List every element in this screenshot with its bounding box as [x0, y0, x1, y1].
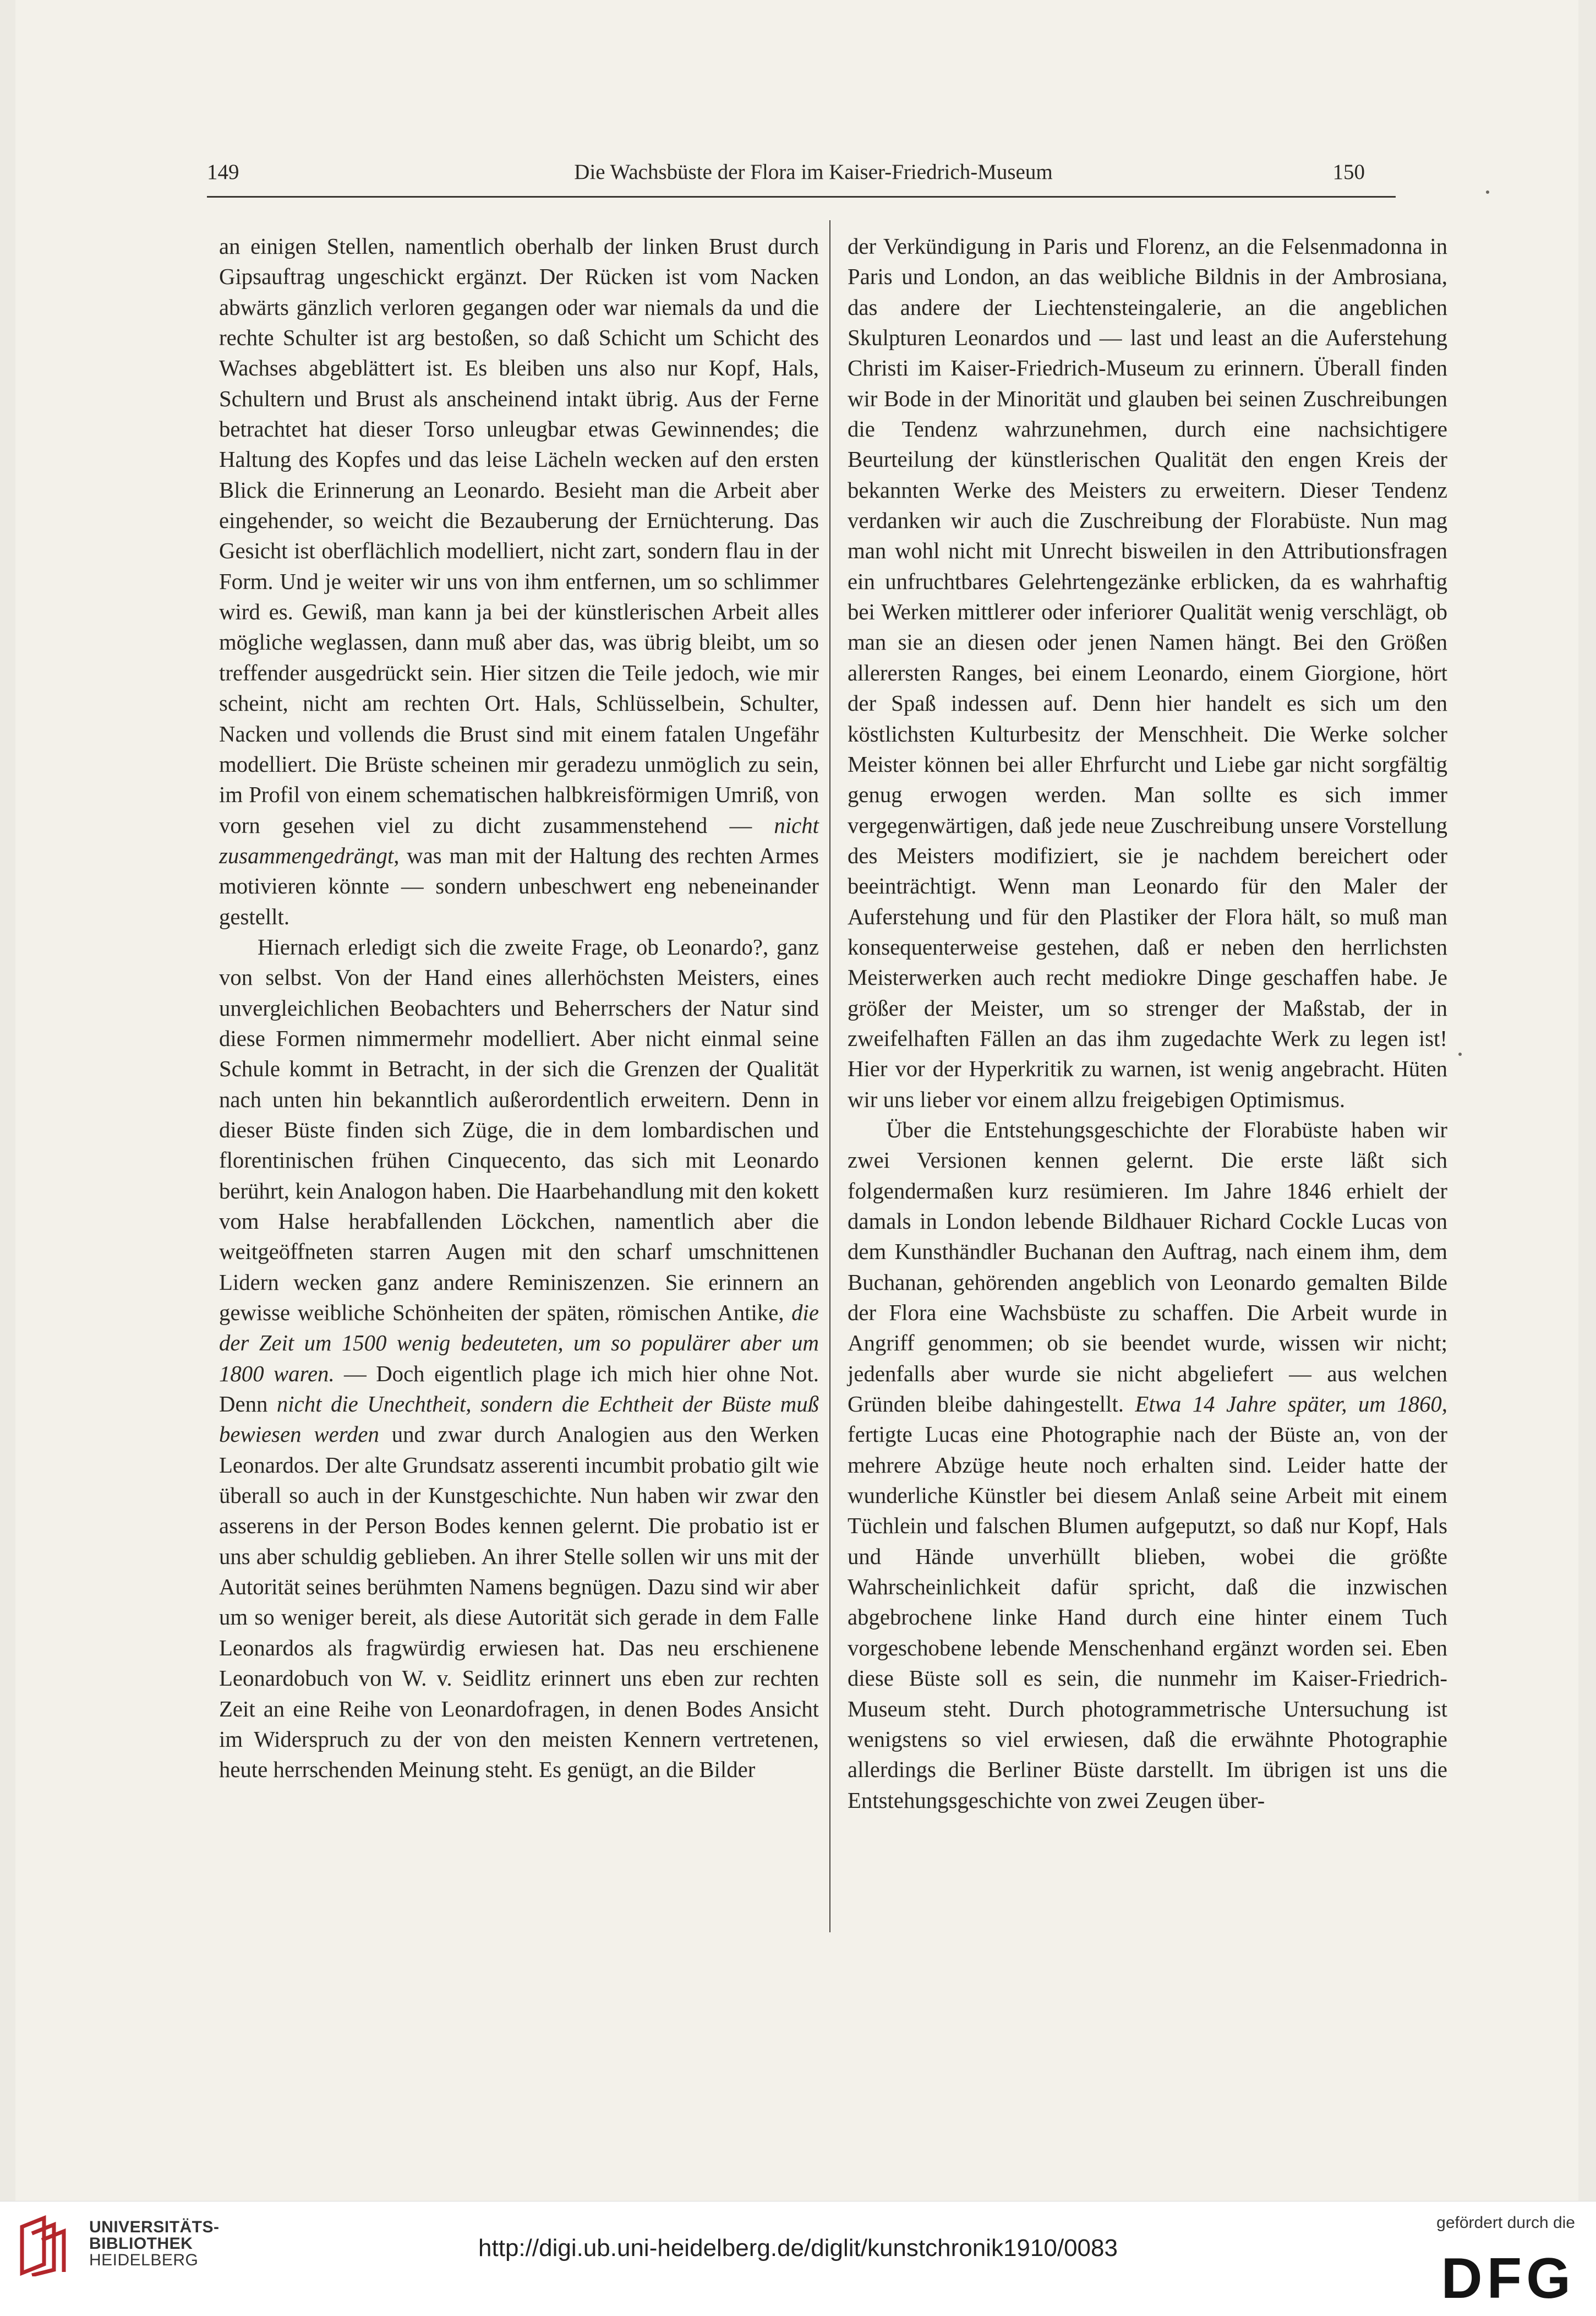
library-name-bold: UNIVERSITÄTS- BIBLIOTHEK: [89, 2218, 220, 2253]
italic-text: die der Zeit um 1500 wenig bedeuteten, um so populärer aber um 1800 waren.: [219, 1300, 819, 1386]
paragraph: [848, 231, 1447, 1115]
text-run: — Doch eigentlich plage ich mich hier ohne Not. Denn: [219, 1361, 819, 1417]
header-rule: [207, 196, 1396, 198]
text-column-left: [219, 231, 819, 1785]
paragraph: [219, 932, 819, 1785]
dfg-logo: DFG: [1441, 2247, 1575, 2310]
running-title: Die Wachsbüste der Flora im Kaiser-Friedrich-Museum: [574, 160, 1053, 184]
text-run: der Verkündigung in Paris und Florenz, an die Felsenmadonna in Paris und London, an das weibliche Bildnis in der Ambrosiana, das andere der Liechtensteingalerie, an die angeblichen Skulpturen Leonardos und — last und least an die Auferstehung Christi im Kaiser-Friedrich-Museum zu erinnern. Überall finden wir Bode in der Minorität und glauben bei seinen Zuschreibungen die Tendenz wahrzunehmen, durch eine nachsichtigere Beurteilung der künstlerischen Qualität den engen Kreis der bekannten Werke des Meisters zu erweitern. Dieser Tendenz verdanken wir auch die Zuschreibung der Florabüste. Nun mag man wohl nicht mit Unrecht bisweilen in den Attributionsfragen ein unfruchtbares Gelehrtengezänke erblicken, da es wahrhaftig bei Werken mittlerer oder inferiorer Qualität wenig verschlägt, ob man sie an diesen oder jenen Namen hängt. Bei den Größen allerersten Ranges, bei einem Leonardo, einem Giorgione, hört der Spaß indessen auf. Denn hier handelt es sich um den köstlichsten Kulturbesitz der Menschheit. Die Werke solcher Meister können bei aller Ehrfurcht und Liebe gar nicht sorgfältig genug erwogen werden. Man sollte es sich immer vergegenwärtigen, daß jede neue Zuschreibung unsere Vorstellung des Meisters modifiziert, sie je nachdem bereichert oder beeinträchtigt. Wenn man Leonardo für den Maler der Auferstehung und für den Plastiker der Flora hält, so muß man konsequenterweise gestehen, daß er neben den herrlichsten Meisterwerken auch recht mediokre Dinge geschaffen habe. Je größer der Meister, um so strenger der Maßstab, der in zweifelhaften Fällen an das ihm zugedachte Werk zu legen ist! Hier vor der Hyperkritik zu warnen, ist wenig angebracht. Hüten wir uns lieber vor einem allzu freigebigen Optimismus.: [848, 234, 1447, 1112]
permalink-url[interactable]: http://digi.ub.uni-heidelberg.de/diglit/kunstchronik1910/0083: [478, 2235, 1118, 2261]
page-number-left: 149: [207, 160, 239, 184]
italic-text: nicht die Unechtheit, sondern die Echtheit der Büste muß bewiesen werden: [219, 1392, 819, 1447]
italic-text: Etwa 14 Jahre später, um 1860,: [1135, 1392, 1447, 1417]
text-run: fertigte Lucas eine Photographie nach der Büste an, von der mehrere Abzüge heute noch erhalten sind. Leider hatte der wunderliche Künstler bei diesem Anlaß seine Arbeit mit einem Tüchlein und falschen Blumen aufgeputzt, so daß nur Kopf, Hals und Hände unverhüllt blieben, wobei die größte Wahrscheinlichkeit dafür spricht, daß die inzwischen abgebrochene linke Hand durch eine hinter einem Tuch vorgeschobene lebende Menschenhand ergänzt worden sei. Eben diese Büste soll es sein, die nunmehr im Kaiser-Friedrich-Museum steht. Durch photogrammetrische Untersuchung ist wenigstens so viel erwiesen, daß die erwähnte Photographie allerdings die Berliner Büste darstellt. Im übrigen ist uns die Entstehungsgeschichte von zwei Zeugen über-: [848, 1422, 1447, 1813]
scanned-page: [15, 0, 1578, 2201]
text-run: Über die Entstehungsgeschichte der Florabüste haben wir zwei Versionen kennen gelernt. Die erste läßt sich folgendermaßen kurz resümieren. Im Jahre 1846 erhielt der damals in London lebende Bildhauer Richard Cockle Lucas von dem Kunsthändler Buchanan den Auftrag, nach einem ihm, dem Buchanan, gehörenden angeblich von Leonardo gemalten Bilde der Flora eine Wachsbüste zu schaffen. Die Arbeit wurde in Angriff genommen; ob sie beendet wurde, wissen wir nicht; jedenfalls aber wurde sie nicht abgeliefert — aus welchen Gründen bleibe dahingestellt.: [848, 1117, 1447, 1417]
italic-text: nicht zusammengedrängt: [219, 813, 819, 868]
text-run: Hiernach erledigt sich die zweite Frage, ob Leonardo?, ganz von selbst. Von der Hand eines allerhöchsten Meisters, eines unvergleichlichen Beobachters und Beherrschers der Natur sind diese Formen nimmermehr modelliert. Aber nicht einmal seine Schule kommt in Betracht, in der sich die Grenzen der Qualität nach unten hin bekanntlich außerordentlich erweitern. Denn in dieser Büste finden sich Züge, die in dem lombardischen und florentinischen frühen Cinquecento, das sich mit Leonardo berührt, kein Analogon haben. Die Haarbehandlung mit den kokett vom Halse herabfallenden Löckchen, namentlich aber die weitgeöffneten starren Augen mit den scharf umschnittenen Lidern wecken ganz andere Reminiszenzen. Sie erinnern an gewisse weibliche Schönheiten der späten, römischen Antike,: [219, 934, 819, 1326]
text-column-right: [848, 231, 1447, 1816]
text-run: , was man mit der Haltung des rechten Armes motivieren könnte — sondern unbeschwert eng nebeneinander gestellt.: [219, 843, 819, 929]
library-city: HEIDELBERG: [89, 2251, 199, 2269]
page-number-right: 150: [1332, 160, 1365, 184]
text-run: und zwar durch Analogien aus den Werken Leonardos. Der alte Grundsatz asserenti incumbit probatio gilt wie überall so auch in der Kunstgeschichte. Nun haben wir zwar den asserens in der Person Bodes kennen gelernt. Die probatio ist er uns aber schuldig geblieben. An ihrer Stelle sollen wir uns mit der Autorität seines berühmten Namens begnügen. Dazu sind wir aber um so weniger bereit, als diese Autorität sich gerade in dem Falle Leonardos als fragwürdig erwiesen hat. Das neu erschienene Leonardobuch von W. v. Seidlitz erinnert uns eben zur rechten Zeit an eine Reihe von Leonardofragen, in denen Bodes Ansicht im Widerspruch zu der von den meisten Kennern vertretenen, heute herrschenden Meinung steht. Es genügt, an die Bilder: [219, 1422, 819, 1783]
scan-speck: [1486, 190, 1489, 194]
text-run: an einigen Stellen, namentlich oberhalb der linken Brust durch Gipsauftrag ungeschickt ergänzt. Der Rücken ist vom Nacken abwärts gänzlich verloren gegangen oder war niemals da und die rechte Schulter ist arg bestoßen, so daß Schicht um Schicht des Wachses abgeblättert ist. Es bleiben uns also nur Kopf, Hals, Schultern und Brust als anscheinend intakt übrig. Aus der Ferne betrachtet hat dieser Torso unleugbar etwas Gewinnendes; die Haltung des Kopfes und das leise Lächeln wecken auf den ersten Blick die Erinnerung an Leonardo. Besieht man die Arbeit aber eingehender, so weicht die Bezauberung der Ernüchterung. Das Gesicht ist oberflächlich modelliert, nicht zart, sondern flau in der Form. Und je weiter wir uns von ihm entfernen, um so schlimmer wird es. Gewiß, man kann ja bei der künstlerischen Arbeit alles mögliche weglassen, dann muß aber das, was übrig bleibt, um so treffender ausgedrückt sein. Hier sitzen die Teile jedoch, wie mir scheint, nicht am rechten Ort. Hals, Schlüsselbein, Schulter, Nacken und vollends die Brust sind mit einem fatalen Ungefähr modelliert. Die Brüste scheinen mir geradezu unmöglich zu sein, im Profil von einem schematischen halbkreisförmigen Umriß, von vorn gesehen viel zu dicht zusammenstehend —: [219, 234, 819, 838]
footer-bar: [0, 2201, 1596, 2316]
paragraph: [848, 1115, 1447, 1816]
scan-speck: [1458, 1053, 1462, 1056]
paragraph: [219, 231, 819, 932]
funding-caption: gefördert durch die: [1436, 2214, 1575, 2232]
column-divider: [829, 220, 830, 1932]
